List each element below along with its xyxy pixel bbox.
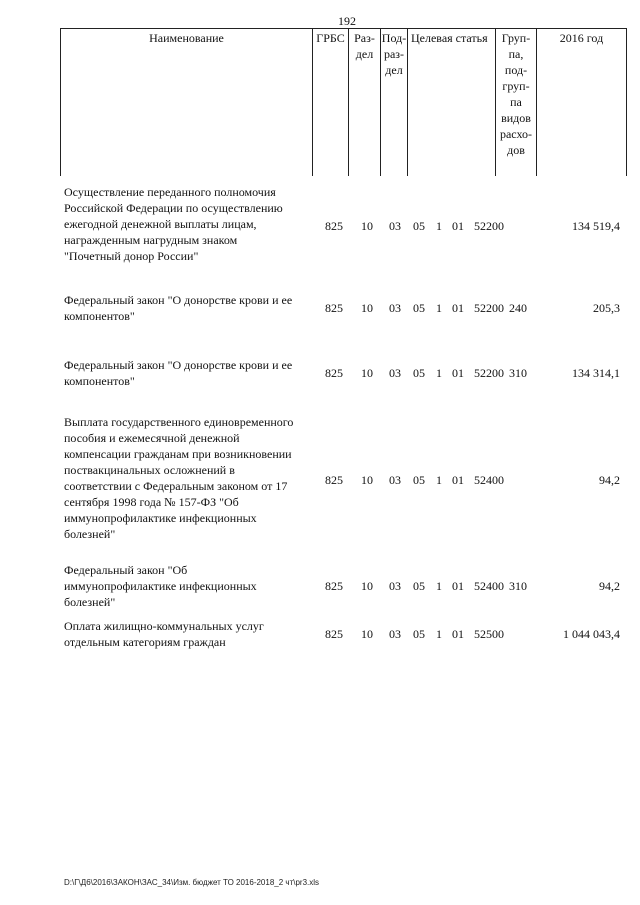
- row-name-line: иммунопрофилактике инфекционных: [64, 511, 257, 525]
- header-gruppa-line: па: [510, 95, 522, 109]
- col-divider: [312, 28, 313, 176]
- row-sum: 94,2: [599, 473, 620, 487]
- row-razdel: 10: [361, 579, 373, 593]
- row-cs-event: 01: [452, 579, 464, 593]
- header-gruppa-line: дов: [507, 143, 525, 157]
- row-sum: 1 044 043,4: [563, 627, 620, 641]
- header-gruppa-line: Груп-: [501, 31, 531, 45]
- row-cs-program: 05: [413, 473, 425, 487]
- row-gruppa: 310: [509, 579, 527, 593]
- row-grbs: 825: [325, 366, 343, 380]
- page-number: 192: [338, 14, 356, 28]
- row-name-line: Федеральный закон "О донорстве крови и ее: [64, 358, 293, 372]
- row-grbs: 825: [325, 627, 343, 641]
- row-cs-program: 05: [413, 366, 425, 380]
- row-razdel: 10: [361, 627, 373, 641]
- row-cs-subprogram: 1: [436, 219, 442, 233]
- row-name-line: отдельным категориям граждан: [64, 635, 226, 649]
- header-podrazdel-line: Под-: [381, 31, 407, 45]
- row-podrazdel: 03: [389, 366, 401, 380]
- header-gruppa-line: под-: [504, 63, 528, 77]
- row-name-line: награжденным нагрудным знаком: [64, 233, 238, 247]
- row-cs-subprogram: 1: [436, 579, 442, 593]
- row-name: [64, 292, 316, 324]
- row-razdel: 10: [361, 366, 373, 380]
- row-cs-subprogram: 1: [436, 366, 442, 380]
- row-cs-event: 01: [452, 301, 464, 315]
- row-sum: 205,3: [593, 301, 620, 315]
- col-divider: [626, 28, 627, 176]
- row-cs-direction: 52200: [474, 219, 504, 233]
- row-name: [64, 618, 316, 650]
- row-grbs: 825: [325, 473, 343, 487]
- header-gruppa-line: па,: [508, 47, 524, 61]
- row-razdel: 10: [361, 473, 373, 487]
- row-name-line: соответствии с Федеральным законом от 17: [64, 479, 288, 493]
- row-grbs: 825: [325, 301, 343, 315]
- row-podrazdel: 03: [389, 301, 401, 315]
- header-name: Наименование: [149, 31, 224, 45]
- row-sum: 94,2: [599, 579, 620, 593]
- col-divider: [60, 28, 61, 176]
- row-cs-direction: 52200: [474, 301, 504, 315]
- header-celevaya: Целевая статья: [411, 31, 488, 45]
- row-razdel: 10: [361, 219, 373, 233]
- row-podrazdel: 03: [389, 579, 401, 593]
- table-row: [64, 414, 620, 544]
- col-divider: [536, 28, 537, 176]
- row-cs-direction: 52500: [474, 627, 504, 641]
- row-name-line: ежегодной денежной выплаты лицам,: [64, 217, 257, 231]
- table-header: [60, 28, 627, 176]
- header-gruppa-line: расхо-: [499, 127, 533, 141]
- row-name: [64, 562, 316, 610]
- row-podrazdel: 03: [389, 627, 401, 641]
- table-row: [64, 357, 620, 391]
- row-name-line: "Почетный донор России": [64, 249, 199, 263]
- row-name-line: сентября 1998 года № 157-ФЗ "Об: [64, 495, 239, 509]
- header-gruppa: [496, 30, 536, 158]
- row-name-line: пособия и ежемесячной денежной: [64, 431, 240, 445]
- table-row: [64, 562, 620, 612]
- row-cs-event: 01: [452, 627, 464, 641]
- row-cs-program: 05: [413, 219, 425, 233]
- header-gruppa-line: видов: [501, 111, 531, 125]
- row-name-line: Российской Федерации по осуществлению: [64, 201, 283, 215]
- row-cs-program: 05: [413, 301, 425, 315]
- row-name-line: иммунопрофилактике инфекционных: [64, 579, 257, 593]
- header-podrazdel: [381, 30, 407, 78]
- row-podrazdel: 03: [389, 219, 401, 233]
- row-cs-subprogram: 1: [436, 627, 442, 641]
- header-year: 2016 год: [559, 31, 604, 45]
- header-grbs: ГРБС: [316, 31, 345, 45]
- row-grbs: 825: [325, 579, 343, 593]
- col-divider: [407, 28, 408, 176]
- row-cs-direction: 52200: [474, 366, 504, 380]
- row-name-line: болезней": [64, 527, 116, 541]
- row-sum: 134 314,1: [572, 366, 620, 380]
- row-name-line: Осуществление переданного полномочия: [64, 185, 276, 199]
- row-cs-direction: 52400: [474, 579, 504, 593]
- row-name: [64, 357, 316, 389]
- row-sum: 134 519,4: [572, 219, 620, 233]
- row-cs-subprogram: 1: [436, 473, 442, 487]
- row-gruppa: 310: [509, 366, 527, 380]
- row-grbs: 825: [325, 219, 343, 233]
- header-razdel: [349, 30, 380, 62]
- row-name-line: Федеральный закон "Об: [64, 563, 188, 577]
- table-row: [64, 618, 620, 652]
- row-razdel: 10: [361, 301, 373, 315]
- table-row: [64, 184, 620, 266]
- row-name-line: компенсации гражданам при возникновении: [64, 447, 292, 461]
- row-gruppa: 240: [509, 301, 527, 315]
- row-name-line: Выплата государственного единовременного: [64, 415, 294, 429]
- header-top-border: [60, 28, 627, 29]
- header-podrazdel-line: дел: [385, 63, 403, 77]
- row-cs-event: 01: [452, 473, 464, 487]
- row-name-line: Оплата жилищно-коммунальных услуг: [64, 619, 264, 633]
- header-podrazdel-line: раз-: [383, 47, 405, 61]
- row-cs-program: 05: [413, 627, 425, 641]
- row-name-line: Федеральный закон "О донорстве крови и ее: [64, 293, 293, 307]
- row-name-line: болезней": [64, 595, 116, 609]
- header-gruppa-line: груп-: [502, 79, 530, 93]
- row-name-line: поствакцинальных осложнений в: [64, 463, 235, 477]
- header-razdel-line: Раз-: [354, 31, 375, 45]
- header-razdel-line: дел: [355, 47, 374, 61]
- row-podrazdel: 03: [389, 473, 401, 487]
- table-row: [64, 292, 620, 326]
- row-name-line: компонентов": [64, 309, 135, 323]
- row-name: [64, 184, 316, 264]
- row-name: [64, 414, 316, 542]
- file-path-footer: D:\Г\Д6\2016\ЗАКОН\ЗАС_34\Изм. бюджет ТО 2016-2018_2 чт\pr3.xls: [64, 878, 320, 887]
- row-cs-event: 01: [452, 219, 464, 233]
- row-name-line: компонентов": [64, 374, 135, 388]
- row-cs-subprogram: 1: [436, 301, 442, 315]
- row-cs-event: 01: [452, 366, 464, 380]
- row-cs-program: 05: [413, 579, 425, 593]
- row-cs-direction: 52400: [474, 473, 504, 487]
